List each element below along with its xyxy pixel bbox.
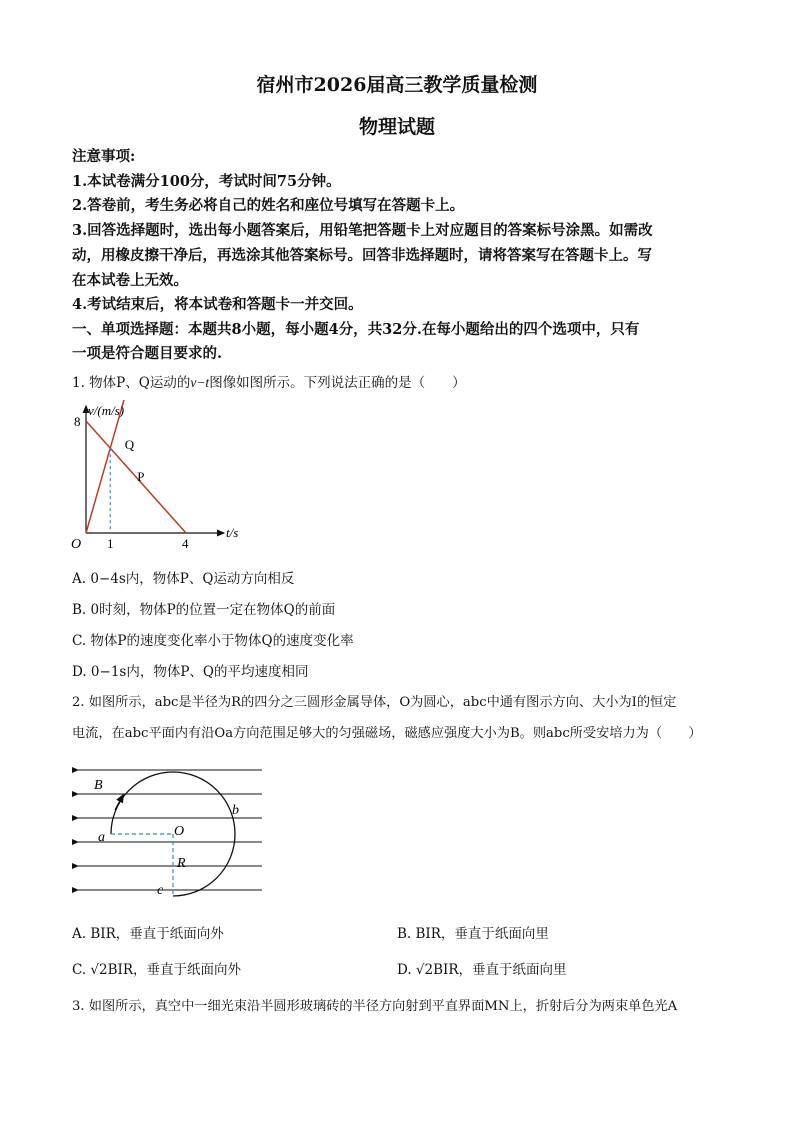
- y-tick-label: 8: [74, 414, 81, 429]
- section-heading: 一、单项选择题：本题共8小题，每小题4分，共32分.在每小题给出的四个选项中，只有: [72, 321, 640, 338]
- q2-stem-line1: 2. 如图所示，abc是半径为R的四分之三圆形金属导体，O为圆心，abc中通有图示方向、大小为I的恒定: [72, 695, 677, 710]
- q1-option-b[interactable]: B. 0时刻，物体P的位置一定在物体Q的前面: [72, 602, 336, 618]
- series-label-p: P: [137, 469, 145, 485]
- q3-stem-line1: 3. 如图所示，真空中一细光束沿半圆形玻璃砖的半径方向射到平直界面MN上，折射后分为两束单色光A: [72, 999, 678, 1014]
- q2-option-d[interactable]: D. √2BIR，垂直于纸面向里: [397, 962, 567, 978]
- notes-item: 2.答卷前，考生务必将自己的姓名和座位号填写在答题卡上。: [72, 197, 465, 214]
- label-a: a: [98, 830, 105, 845]
- q1-option-d[interactable]: D. 0−1s内，物体P、Q的平均速度相同: [72, 664, 309, 680]
- notes-heading: 注意事项:: [72, 148, 136, 165]
- notes-item: 在本试卷上无效。: [72, 272, 188, 289]
- q1-option-c[interactable]: C. 物体P的速度变化率小于物体Q的速度变化率: [72, 633, 354, 649]
- x-tick-label: 1: [107, 536, 114, 551]
- label-c: c: [157, 883, 164, 898]
- series-line-q: [86, 400, 126, 533]
- notes-item: 1.本试卷满分100分，考试时间75分钟。: [72, 173, 341, 190]
- exam-title: 宿州市2026届高三教学质量检测: [256, 74, 538, 96]
- q1-stem-symbol: v−t: [190, 375, 210, 390]
- q2-figure: [70, 760, 270, 910]
- q2-option-c[interactable]: C. √2BIR，垂直于纸面向外: [72, 962, 242, 978]
- notes-item: 4.考试结束后，将本试卷和答题卡一并交回。: [72, 296, 363, 313]
- label-b-point: b: [232, 803, 239, 818]
- label-b-field: B: [94, 778, 103, 793]
- label-r: R: [177, 856, 186, 871]
- label-o: O: [174, 824, 185, 839]
- notes-item: 3.回答选择题时，选出每小题答案后，用铅笔把答题卡上对应题目的答案标号涂黑。如需改: [72, 222, 653, 239]
- q1-stem: [72, 372, 466, 394]
- y-axis-label: v/(m/s): [88, 403, 125, 418]
- q2-option-a[interactable]: A. BIR，垂直于纸面向外: [72, 926, 224, 942]
- section-heading-cont: 一项是符合题目要求的.: [72, 345, 223, 362]
- series-line-p: [86, 421, 186, 533]
- vt-chart: [66, 400, 246, 560]
- x-tick-label: 4: [182, 536, 189, 551]
- q1-stem-suffix: 图像如图所示。下列说法正确的是（ ）: [209, 375, 466, 391]
- x-axis-label: t/s: [226, 525, 239, 540]
- current-arrow-icon: [115, 797, 122, 810]
- exam-subtitle: 物理试题: [358, 116, 435, 138]
- origin-label: O: [71, 537, 82, 552]
- q2-option-b[interactable]: B. BIR，垂直于纸面向里: [397, 926, 549, 942]
- q1-option-a[interactable]: A. 0−4s内，物体P、Q运动方向相反: [72, 571, 295, 587]
- notes-item: 动，用橡皮擦干净后，再选涂其他答案标号。回答非选择题时，请将答案写在答题卡上。写: [72, 247, 652, 264]
- q1-stem-prefix: 1. 物体P、Q运动的: [72, 375, 191, 391]
- q2-stem-line2: 电流，在abc平面内有沿Oa方向范围足够大的匀强磁场，磁感应强度大小为B。则abc所受安培力为（ ）: [72, 726, 702, 741]
- series-label-q: Q: [124, 437, 135, 452]
